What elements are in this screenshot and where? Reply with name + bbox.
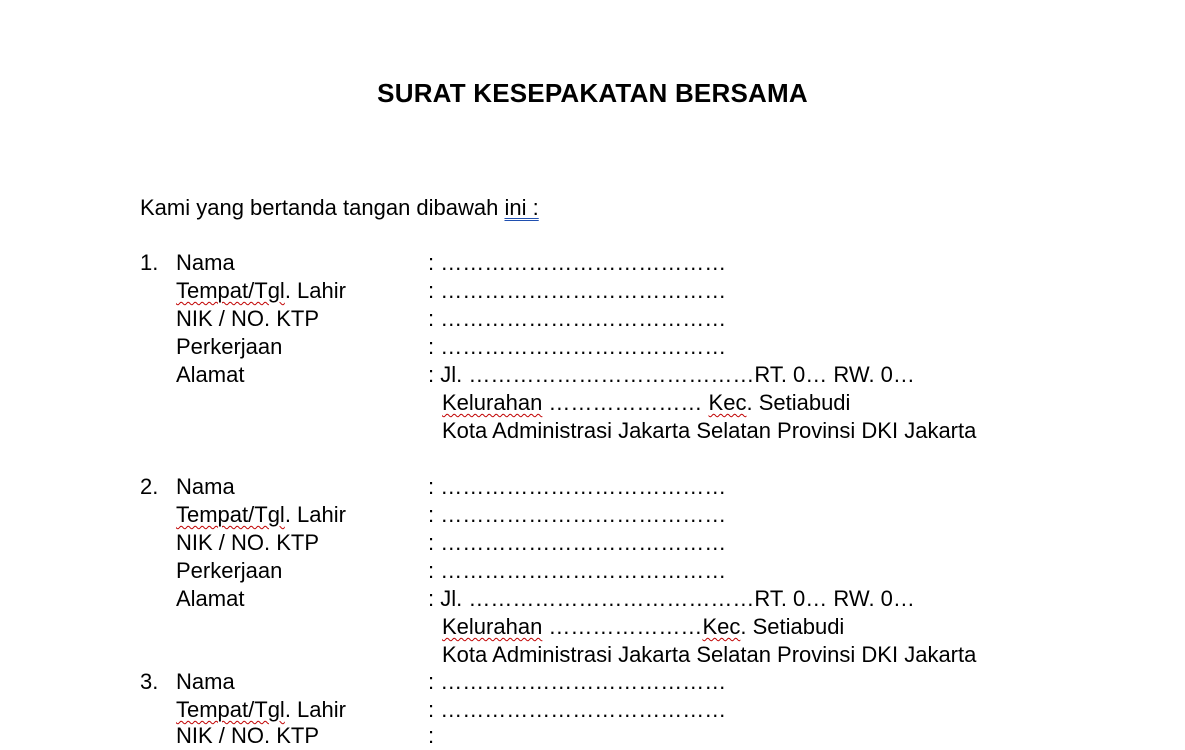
entry-2-tempat-value: : ………………………………… <box>428 502 727 527</box>
intro-paragraph <box>140 194 539 222</box>
entry-2-alamat-value: : Jl. …………………………………RT. 0… RW. 0… <box>428 586 915 611</box>
entry-2-kota-line: Kota Administrasi Jakarta Selatan Provinsi DKI Jakarta <box>442 642 977 667</box>
entry-2-nik-value: : ………………………………… <box>428 530 727 555</box>
entry-1-nik-value: : ………………………………… <box>428 306 727 331</box>
entry-1-alamat-value: : Jl. …………………………………RT. 0… RW. 0… <box>428 362 915 387</box>
entry-3-nik-label: NIK / NO. KTP <box>176 723 320 748</box>
entry-1-tempat-label: Tempat/Tgl. Lahir <box>176 278 346 303</box>
entry-1-pekerjaan-value: : ………………………………… <box>428 334 727 359</box>
entry-1-nama-value: : ………………………………… <box>428 250 727 275</box>
entry-2-tempat-label: Tempat/Tgl. Lahir <box>176 502 346 527</box>
entry-2-nama-value: : ………………………………… <box>428 474 727 499</box>
entry-2-number: 2. <box>140 474 159 499</box>
entry-1-pekerjaan-label: Perkerjaan <box>176 334 283 359</box>
entry-1-alamat-label: Alamat <box>176 362 245 387</box>
entry-3-nama-value: : ………………………………… <box>428 669 727 694</box>
intro-ini: ini : <box>504 195 539 220</box>
entry-3-nama-label: Nama <box>176 669 235 694</box>
entry-2-kelurahan-line: Kelurahan …………………Kec. Setiabudi <box>442 614 845 639</box>
entry-1-kota-line: Kota Administrasi Jakarta Selatan Provinsi DKI Jakarta <box>442 418 977 443</box>
entry-2-nama-label: Nama <box>176 474 235 499</box>
entry-3-number: 3. <box>140 669 159 694</box>
spell-word: Tempat/Tgl <box>176 278 285 303</box>
intro-text: Kami yang bertanda tangan dibawah <box>140 195 505 220</box>
entry-1-kelurahan-line: Kelurahan ………………… Kec. Setiabudi <box>442 390 851 415</box>
entry-3-nik-value: : <box>428 723 435 748</box>
entry-2-nik-label: NIK / NO. KTP <box>176 530 320 555</box>
spell-word: Tempat/Tgl <box>176 502 285 527</box>
entry-3-tempat-value: : ………………………………… <box>428 697 727 722</box>
spell-word: Tempat/Tgl <box>176 697 285 722</box>
entry-2-pekerjaan-value: : ………………………………… <box>428 558 727 583</box>
entry-1-tempat-value: : ………………………………… <box>428 278 727 303</box>
entry-1-nik-label: NIK / NO. KTP <box>176 306 320 331</box>
entry-2-pekerjaan-label: Perkerjaan <box>176 558 283 583</box>
entry-1-nama-label: Nama <box>176 250 235 275</box>
document-title: SURAT KESEPAKATAN BERSAMA <box>377 78 808 108</box>
entry-3-tempat-label: Tempat/Tgl. Lahir <box>176 697 346 722</box>
entry-1-number: 1. <box>140 250 159 275</box>
entry-2-alamat-label: Alamat <box>176 586 245 611</box>
